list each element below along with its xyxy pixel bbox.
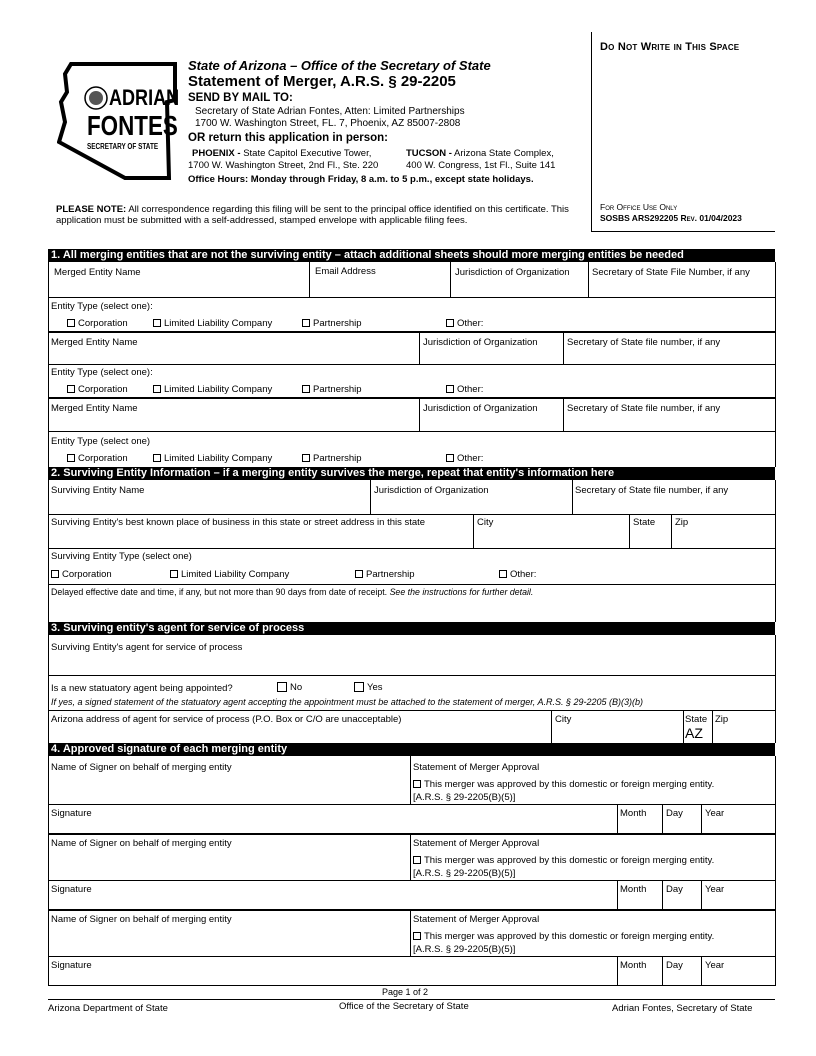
- logo-name-last: FONTES: [87, 110, 178, 141]
- no-checkbox[interactable]: [277, 682, 302, 693]
- agent-state-label: State: [685, 714, 708, 725]
- sos-file-number-label: Secretary of State file number, if any: [567, 337, 721, 348]
- llc-label: Limited Liability Company: [181, 569, 290, 580]
- other-label: Other:: [457, 384, 484, 395]
- footer-right: Adrian Fontes, Secretary of State: [612, 1003, 753, 1014]
- corporation-label: Corporation: [78, 453, 128, 464]
- other-label: Other:: [510, 569, 537, 580]
- other-label: Other:: [457, 318, 484, 329]
- corporation-checkbox[interactable]: [67, 384, 128, 395]
- office-title: State of Arizona – Office of the Secretary of State: [188, 58, 491, 73]
- approval-text: This merger was approved by this domestic or foreign merging entity.: [424, 779, 715, 790]
- agent-label: Surviving Entity's agent for service of process: [51, 642, 243, 653]
- year-label: Year: [705, 808, 725, 819]
- note-label: PLEASE NOTE:: [56, 204, 127, 215]
- secretary-of-state-logo: [57, 62, 179, 180]
- tucson-address: [406, 148, 555, 171]
- partnership-checkbox[interactable]: [355, 569, 415, 580]
- merged-entity-name-label: Merged Entity Name: [54, 267, 141, 278]
- tucson-label: TUCSON -: [406, 148, 452, 159]
- approval-citation: [A.R.S. § 29-2205(B)(5)]: [413, 868, 516, 879]
- mail-address: [195, 106, 465, 130]
- agent-state-value: AZ: [685, 725, 703, 741]
- email-address-label: Email Address: [315, 266, 376, 277]
- other-checkbox[interactable]: [446, 384, 483, 395]
- signer-name-label: Name of Signer on behalf of merging entity: [51, 762, 232, 773]
- delayed-effective-date-label: Delayed effective date and time, if any, but not more than 90 days from date of receipt. See the instructions for further detail.: [51, 587, 534, 597]
- section2-header: 2. Surviving Entity Information – if a merging entity survives the merge, repeat that entity's information here: [48, 467, 775, 480]
- partnership-checkbox[interactable]: [302, 453, 362, 464]
- jurisdiction-label: Jurisdiction of Organization: [455, 267, 570, 278]
- office-hours: Office Hours: Monday through Friday, 8 a.m. to 5 p.m., except state holidays.: [188, 174, 534, 185]
- month-label: Month: [620, 960, 647, 971]
- approval-label: Statement of Merger Approval: [413, 838, 540, 849]
- day-label: Day: [666, 884, 683, 895]
- jurisdiction-label: Jurisdiction of Organization: [423, 337, 538, 348]
- year-label: Year: [705, 884, 725, 895]
- corporation-label: Corporation: [78, 318, 128, 329]
- llc-label: Limited Liability Company: [164, 384, 273, 395]
- do-not-write-label: Do Not Write in This Space: [600, 41, 740, 53]
- approval-citation: [A.R.S. § 29-2205(B)(5)]: [413, 944, 516, 955]
- merged-entity-name-label: Merged Entity Name: [51, 403, 138, 414]
- page-number: Page 1 of 2: [382, 987, 429, 997]
- sos-file-number-label: Secretary of State file number, if any: [567, 403, 721, 414]
- corporation-checkbox[interactable]: [51, 569, 112, 580]
- az-address-label: Arizona address of agent for service of process (P.O. Box or C/O are unacceptable): [51, 714, 402, 725]
- approval-label: Statement of Merger Approval: [413, 914, 540, 925]
- other-checkbox[interactable]: [446, 318, 483, 329]
- merged-entity-name-label: Merged Entity Name: [51, 337, 138, 348]
- approval-text: This merger was approved by this domestic or foreign merging entity.: [424, 931, 715, 942]
- signature-label: Signature: [51, 960, 92, 971]
- agent-city-label: City: [555, 714, 572, 725]
- approval-checkbox[interactable]: [413, 779, 714, 790]
- signature-label: Signature: [51, 884, 92, 895]
- phoenix-line1: State Capitol Executive Tower,: [243, 148, 372, 159]
- please-note: [56, 204, 586, 226]
- surviving-entity-name-label: Surviving Entity Name: [51, 485, 145, 496]
- jurisdiction-label: Jurisdiction of Organization: [374, 485, 489, 496]
- partnership-label: Partnership: [313, 453, 362, 464]
- approval-citation: [A.R.S. § 29-2205(B)(5)]: [413, 792, 516, 803]
- signer-name-label: Name of Signer on behalf of merging entity: [51, 838, 232, 849]
- city-label: City: [477, 517, 494, 528]
- corporation-label: Corporation: [62, 569, 112, 580]
- logo-name-first: ADRIAN: [109, 85, 180, 110]
- other-checkbox[interactable]: [446, 453, 483, 464]
- phoenix-line2: 1700 W. Washington Street, 2nd Fl., Ste. 220: [188, 159, 379, 171]
- footer-center: Office of the Secretary of State: [339, 1001, 469, 1012]
- corporation-label: Corporation: [78, 384, 128, 395]
- approval-text: This merger was approved by this domestic or foreign merging entity.: [424, 855, 715, 866]
- llc-checkbox[interactable]: [170, 569, 289, 580]
- state-label: State: [633, 517, 656, 528]
- sos-file-number-label: Secretary of State File Number, if any: [592, 267, 750, 278]
- sos-file-number-label: Secretary of State file number, if any: [575, 485, 729, 496]
- year-label: Year: [705, 960, 725, 971]
- approval-checkbox[interactable]: [413, 931, 714, 942]
- llc-label: Limited Liability Company: [164, 318, 273, 329]
- section3-header: 3. Surviving entity's agent for service of process: [48, 622, 775, 635]
- day-label: Day: [666, 960, 683, 971]
- llc-checkbox[interactable]: [153, 318, 272, 329]
- jurisdiction-label: Jurisdiction of Organization: [423, 403, 538, 414]
- agent-zip-label: Zip: [715, 714, 729, 725]
- llc-checkbox[interactable]: [153, 453, 272, 464]
- corporation-checkbox[interactable]: [67, 453, 128, 464]
- approval-label: Statement of Merger Approval: [413, 762, 540, 773]
- zip-label: Zip: [675, 517, 689, 528]
- other-checkbox[interactable]: [499, 569, 536, 580]
- form-code: SOSBS ARS292205 Rev. 01/04/2023: [600, 213, 742, 223]
- yes-checkbox[interactable]: [354, 682, 383, 693]
- place-of-business-label: Surviving Entity's best known place of business in this state or street address in this state: [51, 517, 426, 528]
- mail-address-line1: Secretary of State Adrian Fontes, Atten: Limited Partnerships: [195, 106, 465, 117]
- no-label: No: [290, 682, 303, 693]
- delayed-instructions: See the instructions for further detail.: [389, 587, 534, 597]
- in-person-label: OR return this application in person:: [188, 132, 388, 144]
- partnership-label: Partnership: [366, 569, 415, 580]
- form-title: Statement of Merger, A.R.S. § 29-2205: [188, 73, 456, 90]
- corporation-checkbox[interactable]: [67, 318, 128, 329]
- approval-checkbox[interactable]: [413, 855, 714, 866]
- day-label: Day: [666, 808, 683, 819]
- tucson-line1: Arizona State Complex,: [454, 148, 554, 159]
- entity-type-label: Entity Type (select one): [51, 436, 151, 447]
- partnership-checkbox[interactable]: [302, 318, 362, 329]
- logo-subtitle: SECRETARY OF STATE: [87, 142, 159, 151]
- new-agent-question: Is a new statuatory agent being appointed?: [51, 683, 233, 694]
- partnership-label: Partnership: [313, 318, 362, 329]
- office-use-label: For Office Use Only: [600, 202, 678, 212]
- if-yes-note: If yes, a signed statement of the statuatory agent accepting the appointment must be attached to the statement of merger, A.R.S. § 29-2205 (B)(3)(b): [51, 697, 643, 707]
- partnership-checkbox[interactable]: [302, 384, 362, 395]
- note-text: All correspondence regarding this filing will be sent to the principal office identified on this certificate. This application must be submitted with a self-addressed, stamped envelope with applicable filing fees.: [56, 204, 569, 226]
- mail-address-line2: 1700 W. Washington Street, FL. 7, Phoenix, AZ 85007-2808: [195, 118, 461, 129]
- tucson-line2: 400 W. Congress, 1st Fl., Suite 141: [406, 159, 556, 171]
- mail-label: SEND BY MAIL TO:: [188, 92, 293, 104]
- month-label: Month: [620, 884, 647, 895]
- entity-type-label: Entity Type (select one):: [51, 367, 153, 378]
- llc-label: Limited Liability Company: [164, 453, 273, 464]
- llc-checkbox[interactable]: [153, 384, 272, 395]
- signature-label: Signature: [51, 808, 92, 819]
- surviving-type-label: Surviving Entity Type (select one): [51, 551, 192, 562]
- phoenix-label: PHOENIX -: [192, 148, 241, 159]
- phoenix-address: [188, 148, 378, 171]
- signer-name-label: Name of Signer on behalf of merging entity: [51, 914, 232, 925]
- section4-header: 4. Approved signature of each merging entity: [48, 743, 775, 756]
- partnership-label: Partnership: [313, 384, 362, 395]
- entity-type-label: Entity Type (select one):: [51, 301, 153, 312]
- yes-label: Yes: [367, 682, 383, 693]
- month-label: Month: [620, 808, 647, 819]
- section1-header: 1. All merging entities that are not the surviving entity – attach additional sheets should more merging entities be needed: [48, 249, 775, 262]
- footer-left: Arizona Department of State: [48, 1003, 168, 1014]
- other-label: Other:: [457, 453, 484, 464]
